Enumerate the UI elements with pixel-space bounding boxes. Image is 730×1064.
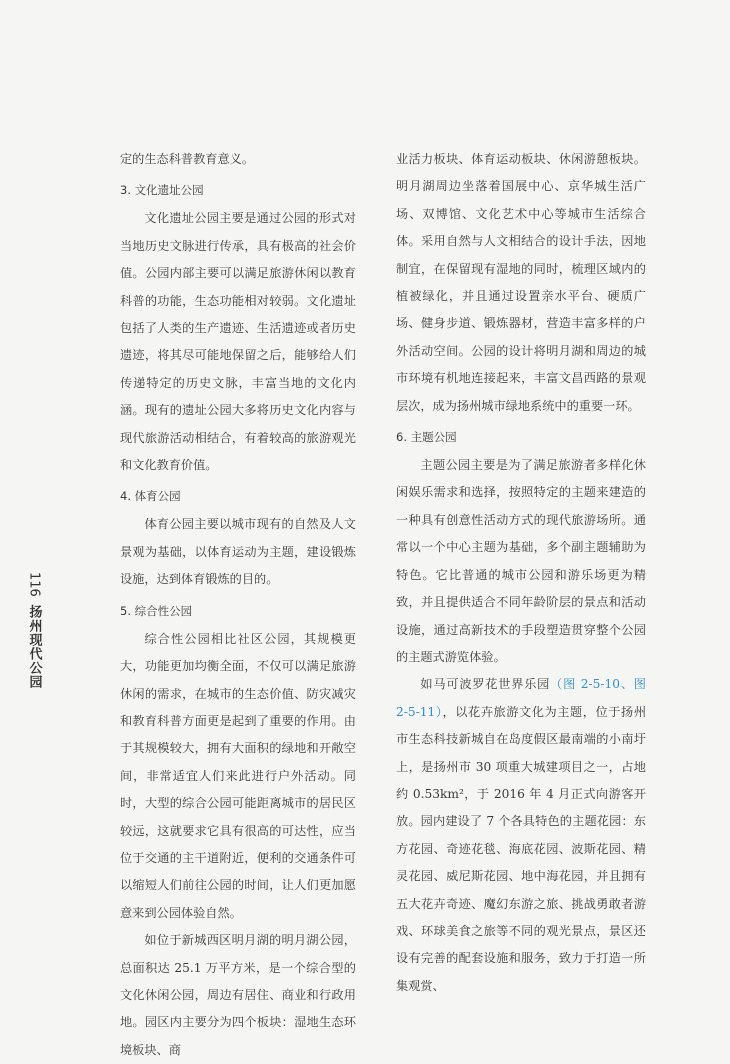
left-column: [120, 146, 356, 1064]
paragraph-sports-park: 体育公园主要以城市现有的自然及人文景观为基础，以体育运动为主题，建设锻炼设施，达到体育锻炼的目的。: [120, 517, 356, 587]
paragraph-comprehensive-park: 综合性公园相比社区公园，其规模更大，功能更加均衡全面，不仅可以满足旅游休闲的需求，在城市的生态价值、防灾减灾和教育科普方面更是起到了重要的作用。由于其规模较大，拥有大面积的绿地和开敞空间，非常适宜人们来此进行户外活动。同时，大型的综合公园可能距离城市的居民区较远，这就要求它具有很高的可达性，应当位于交通的主干道附近，便利的交通条件可以缩短人们前往公园的时间，让人们更加愿意来到公园体验自然。: [120, 631, 356, 920]
section-heading-comprehensive-park: 5. 综合性公园: [120, 603, 193, 618]
page-number: 116: [26, 572, 42, 597]
running-title: 扬州现代公园: [26, 604, 42, 689]
paragraph-marco-polo-park: [396, 671, 646, 1000]
paragraph-theme-park: 主题公园主要是为了满足旅游者多样化休闲娱乐需求和选择，按照特定的主题来建造的一种具有创意性活动方式的现代旅游场所。通常以一个中心主题为基础，多个副主题辅助为特色。它比普通的城市公园和游乐场更为精致，并且提供适合不同年龄阶层的景点和活动设施，通过高新技术的手段塑造贯穿整个公园的主题式游览体验。: [396, 458, 646, 664]
paragraph-text: 如马可波罗花世界乐园: [420, 677, 551, 692]
section-heading-cultural-heritage-park: 3. 文化遗址公园: [120, 183, 204, 198]
paragraph-mingyue-lake-park: 如位于新城西区明月湖的明月湖公园，总面积达 25.1 万平方米，是一个综合型的文化休闲公园，周边有居住、商业和行政用地。园区内主要分为四个板块：湿地生态环境板块、商: [120, 933, 356, 1057]
figure-reference-link[interactable]: （图 2-5-10、图 2-5-11）: [396, 677, 646, 719]
section-heading-sports-park: 4. 体育公园: [120, 489, 181, 504]
page-sidebar: [22, 572, 46, 689]
section-heading-theme-park: 6. 主题公园: [396, 430, 457, 445]
paragraph-text: ，以花卉旅游文化为主题，位于扬州市生态科技新城自在岛度假区最南端的小南圩上，是扬州市 30 项重大城建项目之一，占地约 0.53km²，于 2016 年 4 月正式向游客开放。园内建设了 7 个各具特色的主题花园：东方花园、奇迹花毯、海底花园、波斯花园、精灵花园、威尼斯花园、地中海花园，并且拥有五大花卉奇迹、魔幻东游之旅、挑战勇敢者游戏、环球美食之旅等不同的观光景点，景区还设有完善的配套设施和服务，致力于打造一所集观赏、: [396, 704, 647, 993]
right-column: [396, 146, 646, 1000]
paragraph-continuation: 定的生态科普教育意义。: [120, 152, 255, 166]
paragraph-cultural-heritage-park: 文化遗址公园主要是通过公园的形式对当地历史文脉进行传承，具有极高的社会价值。公园内部主要可以满足旅游休闲以教育科普的功能，生态功能相对较弱。文化遗址包括了人类的生产遗迹、生活遗迹或者历史遗迹，将其尽可能地保留之后，能够给人们传递特定的历史文脉，丰富当地的文化内涵。现有的遗址公园大多将历史文化内容与现代旅游活动相结合，有着较高的旅游观光和文化教育价值。: [120, 211, 356, 473]
paragraph-mingyue-lake-continued: 业活力板块、体育运动板块、休闲游憩板块。明月湖周边坐落着国展中心、京华城生活广场、双博馆、文化艺术中心等城市生活综合体。采用自然与人文相结合的设计手法，因地制宜，在保留现有湿地的同时，梳理区域内的植被绿化，并且通过设置亲水平台、硬质广场、健身步道、锻炼器材，营造丰富多样的户外活动空间。公园的设计将明月湖和周边的城市环境有机地连接起来，丰富文昌西路的景观层次，成为扬州城市绿地系统中的重要一环。: [396, 152, 646, 413]
